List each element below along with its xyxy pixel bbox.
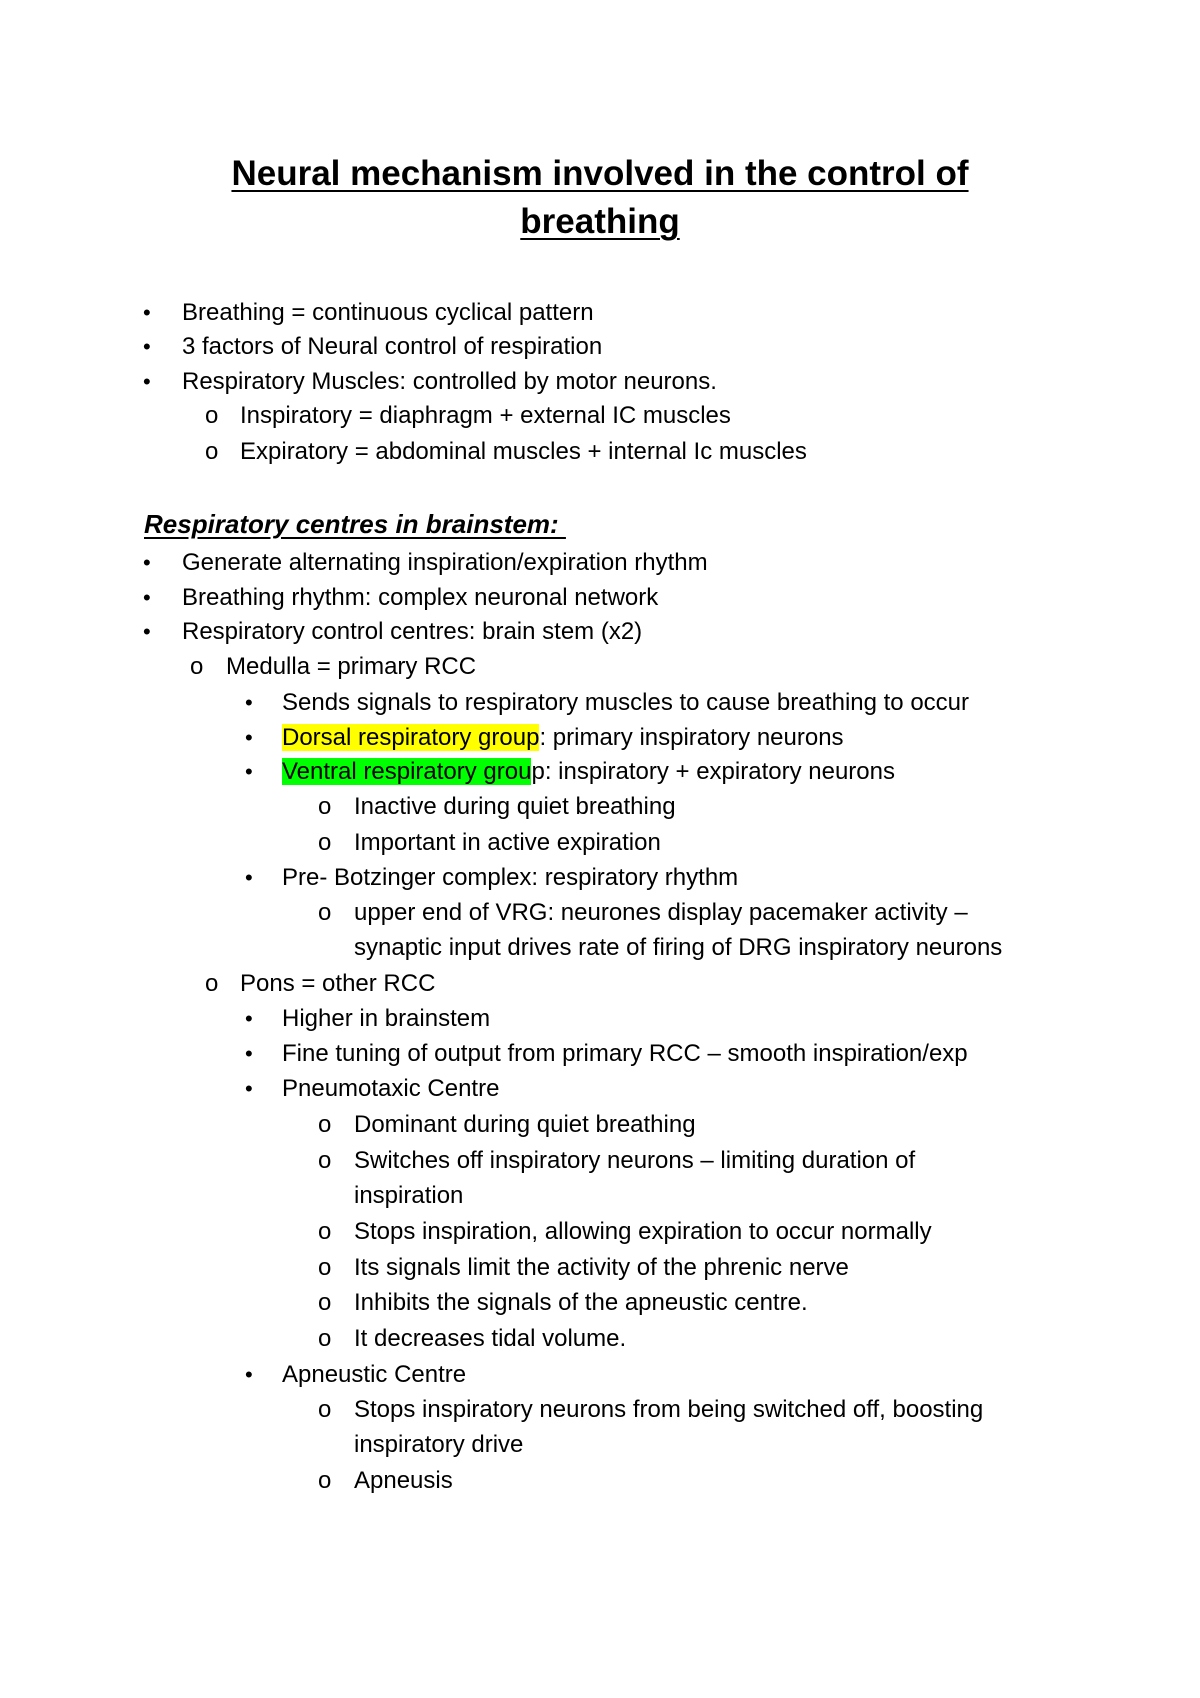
bullet-marker: • <box>245 725 253 750</box>
list-item-text: p: inspiratory + expiratory neurons <box>531 758 895 785</box>
list-item: Switches off inspiratory neurons – limiting duration of <box>354 1147 916 1174</box>
sub-bullet-marker: o <box>318 1111 332 1138</box>
list-item-text: : primary inspiratory neurons <box>539 724 844 751</box>
list-item: Pons = other RCC <box>240 970 436 997</box>
list-item: It decreases tidal volume. <box>354 1325 627 1352</box>
sub-bullet-marker: o <box>318 1467 332 1494</box>
list-item: Higher in brainstem <box>282 1005 491 1032</box>
sub-bullet-marker: o <box>318 899 332 926</box>
list-item: Respiratory Muscles: controlled by motor neurons. <box>182 368 717 395</box>
list-item: Inhibits the signals of the apneustic centre. <box>354 1289 808 1316</box>
list-item: Stops inspiration, allowing expiration to occur normally <box>354 1218 932 1245</box>
list-item: Stops inspiratory neurons from being switched off, boosting <box>354 1396 984 1423</box>
list-item: Apneustic Centre <box>282 1361 467 1388</box>
bullet-marker: • <box>245 1362 253 1387</box>
sub-bullet-marker: o <box>205 438 219 465</box>
bullet-marker: • <box>245 690 253 715</box>
sub-bullet-marker: o <box>318 829 332 856</box>
list-item: Generate alternating inspiration/expiration rhythm <box>182 549 708 576</box>
list-item <box>282 721 844 755</box>
bullet-marker: • <box>143 585 151 610</box>
list-item: Inactive during quiet breathing <box>354 793 676 820</box>
section-heading: Respiratory centres in brainstem: <box>144 509 566 539</box>
sub-bullet-marker: o <box>318 1289 332 1316</box>
list-item: Sends signals to respiratory muscles to cause breathing to occur <box>282 689 970 716</box>
list-item: Important in active expiration <box>354 829 661 856</box>
list-item: Dominant during quiet breathing <box>354 1111 696 1138</box>
list-item: Apneusis <box>354 1467 453 1494</box>
list-item-continuation: inspiratory drive <box>354 1431 524 1458</box>
bullet-marker: • <box>245 865 253 890</box>
sub-bullet-marker: o <box>205 970 219 997</box>
bullet-marker: • <box>143 334 151 359</box>
title-line-2: breathing <box>520 202 680 241</box>
bullet-marker: • <box>245 1076 253 1101</box>
list-item: Inspiratory = diaphragm + external IC muscles <box>240 402 731 429</box>
bullet-marker: • <box>143 619 151 644</box>
list-item: Breathing = continuous cyclical pattern <box>182 299 594 326</box>
sub-bullet-marker: o <box>318 793 332 820</box>
list-item: Its signals limit the activity of the phrenic nerve <box>354 1254 849 1281</box>
sub-bullet-marker: o <box>190 653 204 680</box>
list-item <box>282 755 895 789</box>
list-item: 3 factors of Neural control of respiration <box>182 333 603 360</box>
list-item-continuation: synaptic input drives rate of firing of DRG inspiratory neurons <box>354 934 1003 961</box>
bullet-marker: • <box>245 1041 253 1066</box>
sub-bullet-marker: o <box>318 1254 332 1281</box>
list-item: Breathing rhythm: complex neuronal network <box>182 584 659 611</box>
list-item: Pre- Botzinger complex: respiratory rhythm <box>282 864 739 891</box>
document-title <box>0 150 1200 246</box>
sub-bullet-marker: o <box>205 402 219 429</box>
bullet-marker: • <box>143 300 151 325</box>
list-item: Expiratory = abdominal muscles + internal Ic muscles <box>240 438 807 465</box>
sub-bullet-marker: o <box>318 1396 332 1423</box>
bullet-marker: • <box>143 369 151 394</box>
list-item-continuation: inspiration <box>354 1182 464 1209</box>
highlighted-text: Dorsal respiratory group <box>282 724 540 751</box>
bullet-marker: • <box>143 550 151 575</box>
list-item: Respiratory control centres: brain stem (x2) <box>182 618 643 645</box>
title-line-1: Neural mechanism involved in the control of <box>231 154 969 193</box>
sub-bullet-marker: o <box>318 1218 332 1245</box>
list-item: Medulla = primary RCC <box>226 653 477 680</box>
bullet-marker: • <box>245 759 253 784</box>
sub-bullet-marker: o <box>318 1325 332 1352</box>
highlighted-text: Ventral respiratory grou <box>282 758 532 785</box>
list-item: Fine tuning of output from primary RCC – smooth inspiration/exp <box>282 1040 968 1067</box>
bullet-marker: • <box>245 1006 253 1031</box>
list-item: upper end of VRG: neurones display pacemaker activity – <box>354 899 968 926</box>
sub-bullet-marker: o <box>318 1147 332 1174</box>
list-item: Pneumotaxic Centre <box>282 1075 500 1102</box>
